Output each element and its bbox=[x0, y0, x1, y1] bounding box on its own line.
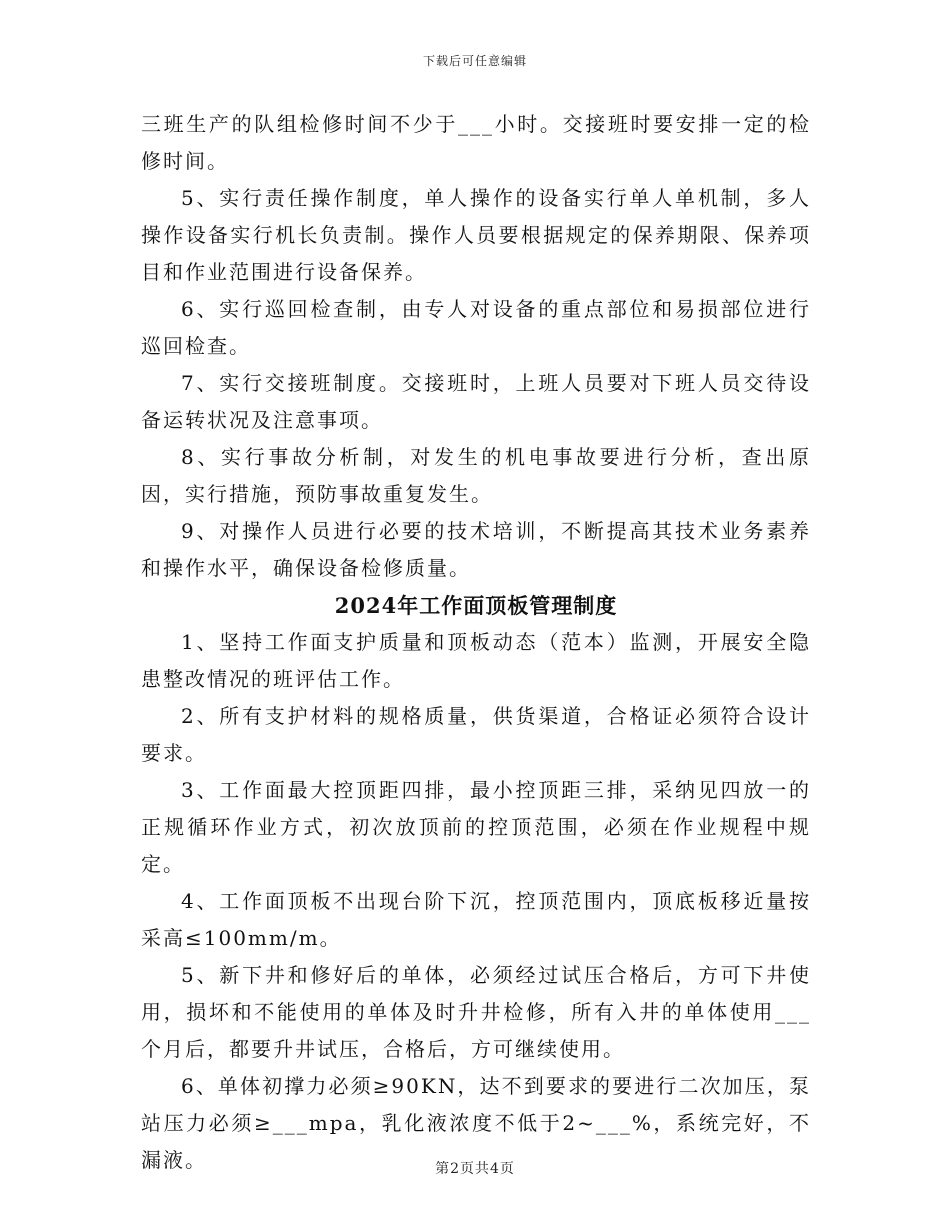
paragraph-item-5: 5、实行责任操作制度，单人操作的设备实行单人单机制，多人操作设备实行机长负责制。操作人员要根据规定的保养期限、保养项目和作业范围进行设备保养。 bbox=[141, 186, 811, 284]
document-body bbox=[141, 106, 811, 1179]
section-title: 2024年工作面顶板管理制度 bbox=[334, 593, 618, 618]
rule-item-2: 2、所有支护材料的规格质量，供货渠道，合格证必须符合设计要求。 bbox=[141, 704, 811, 765]
paragraph-item-7: 7、实行交接班制度。交接班时，上班人员要对下班人员交待设备运转状况及注意事项。 bbox=[141, 371, 811, 432]
paragraph-item-9: 9、对操作人员进行必要的技术培训，不断提高其技术业务素养和操作水平，确保设备检修质量。 bbox=[141, 519, 811, 580]
paragraph-continuation: 三班生产的队组检修时间不少于___小时。交接班时要安排一定的检修时间。 bbox=[141, 112, 811, 173]
rule-item-3: 3、工作面最大控顶距四排，最小控顶距三排，采纳见四放一的正规循环作业方式，初次放顶前的控顶范围，必须在作业规程中规定。 bbox=[141, 778, 811, 876]
paragraph-item-6: 6、实行巡回检查制，由专人对设备的重点部位和易损部位进行巡回检查。 bbox=[141, 297, 811, 358]
header-note: 下载后可任意编辑 bbox=[422, 54, 527, 68]
rule-item-4: 4、工作面顶板不出现台阶下沉，控顶范围内，顶底板移近量按采高≤100mm/m。 bbox=[141, 889, 811, 950]
page-indicator: 第2页共4页 bbox=[435, 1161, 515, 1177]
rule-item-1: 1、坚持工作面支护质量和顶板动态（范本）监测，开展安全隐患整改情况的班评估工作。 bbox=[141, 630, 811, 691]
paragraph-item-8: 8、实行事故分析制，对发生的机电事故要进行分析，查出原因，实行措施，预防事故重复发生。 bbox=[141, 445, 811, 506]
rule-item-6: 6、单体初撑力必须≥90KN，达不到要求的要进行二次加压，泵站压力必须≥___mpa，乳化液浓度不低于2~___%，系统完好，不漏液。 bbox=[141, 1074, 811, 1172]
rule-item-5: 5、新下井和修好后的单体，必须经过试压合格后，方可下井使用，损坏和不能使用的单体及时升井检修，所有入井的单体使用___个月后，都要升井试压，合格后，方可继续使用。 bbox=[141, 963, 811, 1061]
